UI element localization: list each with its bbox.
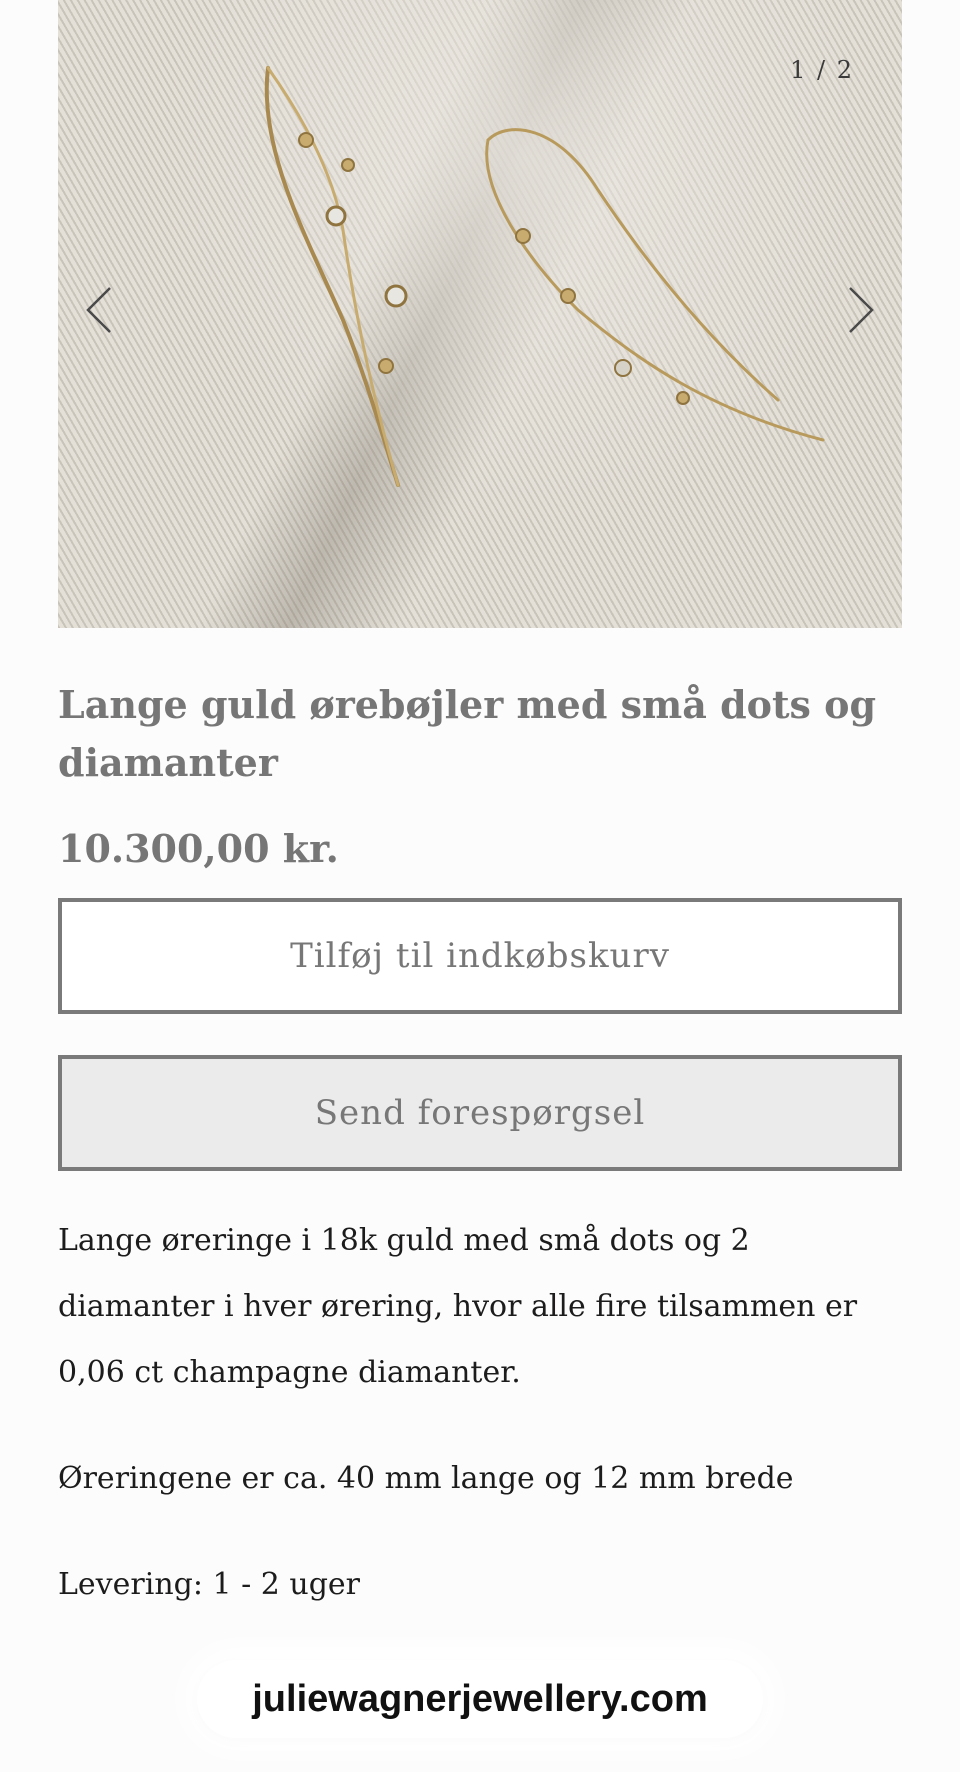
product-price: 10.300,00 kr. [58,826,339,871]
slide-counter: 1 / 2 [790,56,854,84]
product-description: Lange øreringe i 18k guld med små dots og 2 diamanter i hver ørering, hvor alle fire tilsammen er 0,06 ct champagne diamanter. [58,1223,858,1390]
product-dimensions: Øreringene er ca. 40 mm lange og 12 mm brede [58,1461,794,1496]
product-photo [58,0,902,628]
add-to-cart-button[interactable]: Tilføj til indkøbskurv [58,898,902,1014]
product-title: Lange guld ørebøjler med små dots og diamanter [58,682,877,785]
product-image-gallery[interactable] [58,0,902,628]
site-domain-pill[interactable]: juliewagnerjewellery.com [197,1660,763,1738]
delivery-info: Levering: 1 - 2 uger [58,1567,361,1602]
chevron-right-icon[interactable] [840,282,880,338]
send-inquiry-button[interactable]: Send forespørgsel [58,1055,902,1171]
chevron-left-icon[interactable] [80,282,120,338]
